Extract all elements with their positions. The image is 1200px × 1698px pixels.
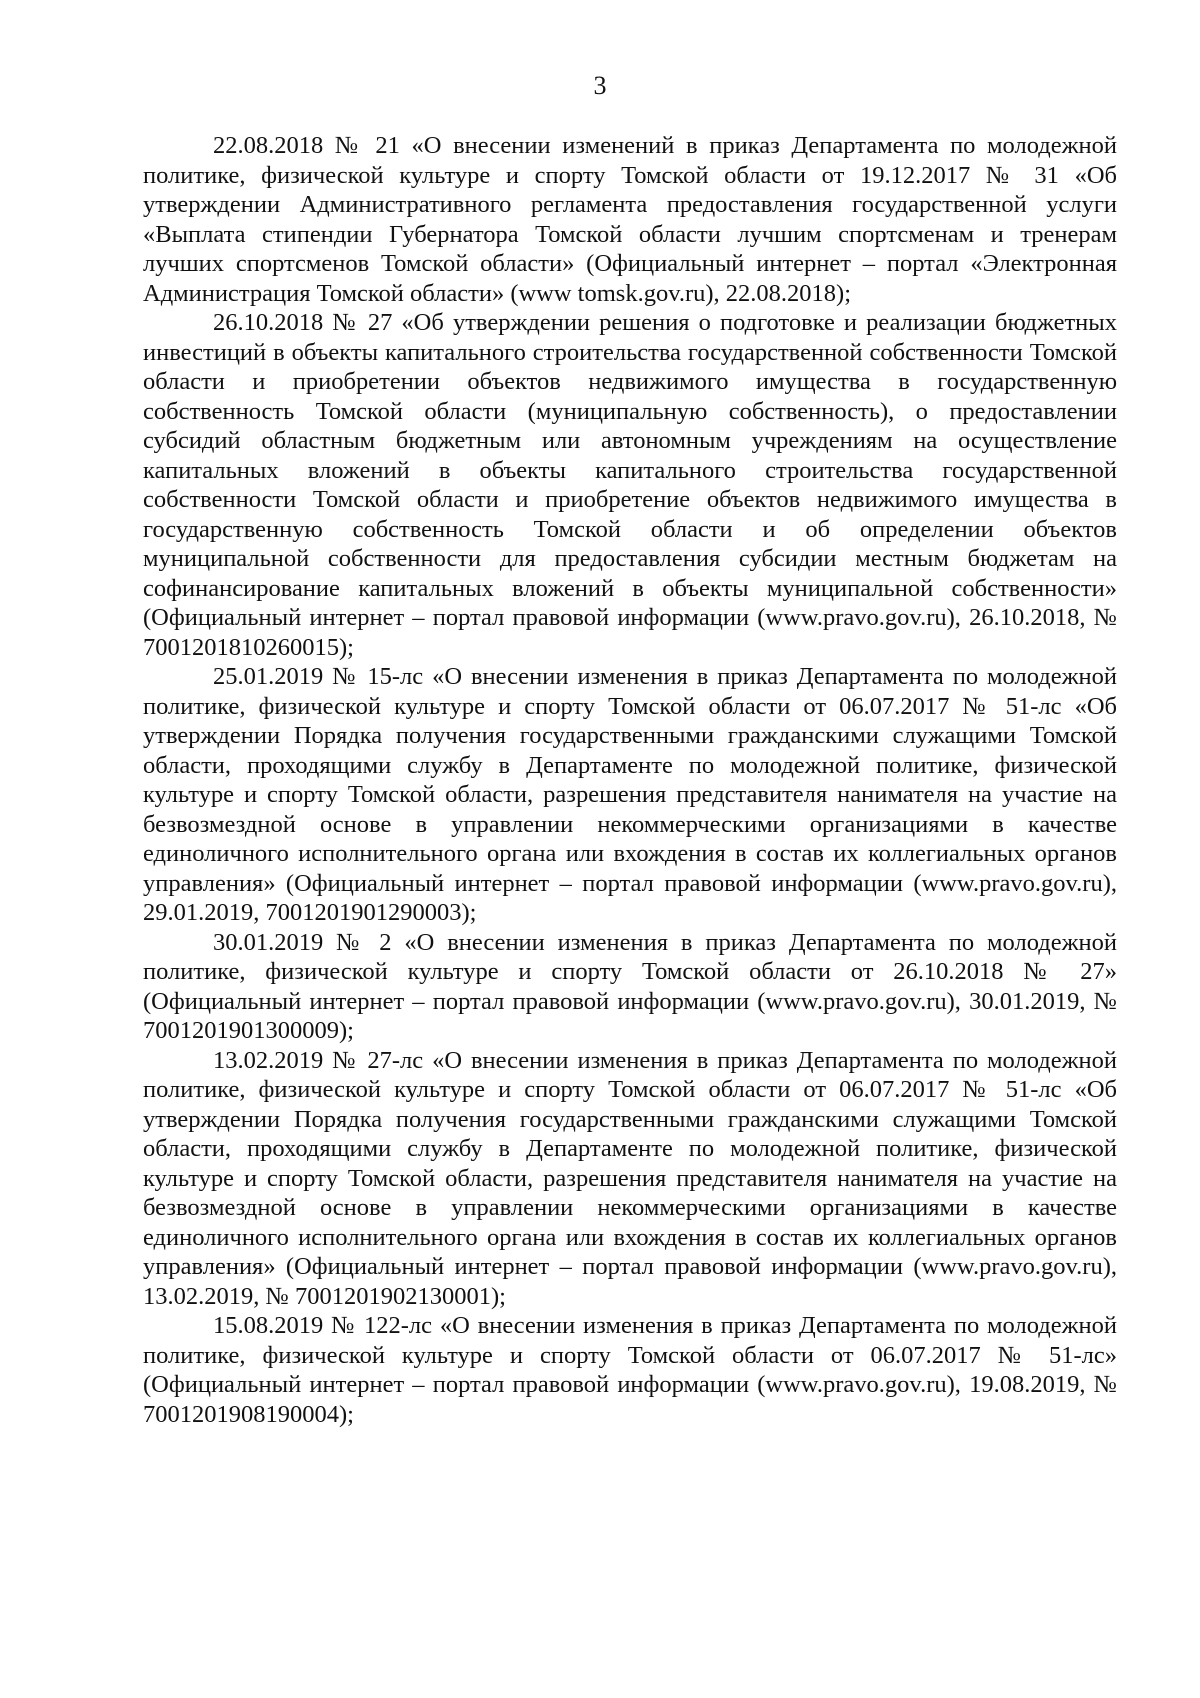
paragraph-order-26-10-2018: 26.10.2018 № 27 «Об утверждении решения о подготовке и реализации бюджетных инвестиций в объекты капитального строительства государственной собственности Томской области и приобретении объектов недвижимого имущества в государственную собственность Томской области (муниципальную собственность), о предоставлении субсидий областным бюджетным или автономным учреждениям на осуществление капитальных вложений в объекты капитального строительства государственной собственности Томской области и приобретение объектов недвижимого имущества в государственную собственность Томской области и об определении объектов муниципальной собственности для предоставления субсидии местным бюджетам на софинансирование капитальных вложений в объекты муниципальной собственности» (Официальный интернет – портал правовой информации (www.pravo.gov.ru), 26.10.2018, № 7001201810260015);: [143, 309, 1117, 661]
paragraph-order-22-08-2018: 22.08.2018 № 21 «О внесении изменений в приказ Департамента по молодежной политике, физической культуре и спорту Томской области от 19.12.2017 № 31 «Об утверждении Административного регламента предоставления государственной услуги «Выплата стипендии Губернатора Томской области лучшим спортсменам и тренерам лучших спортсменов Томской области» (Официальный интернет – портал «Электронная Администрация Томской области» (www tomsk.gov.ru), 22.08.2018);: [143, 132, 1117, 307]
paragraph-order-25-01-2019: 25.01.2019 № 15-лс «О внесении изменения в приказ Департамента по молодежной политике, физической культуре и спорту Томской области от 06.07.2017 № 51-лс «Об утверждении Порядка получения государственными гражданскими служащими Томской области, проходящими службу в Департаменте по молодежной политике, физической культуре и спорту Томской области, разрешения представителя нанимателя на участие на безвозмездной основе в управлении некоммерческими организациями в качестве единоличного исполнительного органа или вхождения в состав их коллегиальных органов управления» (Официальный интернет – портал правовой информации (www.pravo.gov.ru), 29.01.2019, 7001201901290003);: [143, 663, 1117, 926]
page-number: 3: [593, 71, 607, 100]
paragraph-order-13-02-2019: 13.02.2019 № 27-лс «О внесении изменения в приказ Департамента по молодежной политике, физической культуре и спорту Томской области от 06.07.2017 № 51-лс «Об утверждении Порядка получения государственными гражданскими служащими Томской области, проходящими службу в Департаменте по молодежной политике, физической культуре и спорту Томской области, разрешения представителя нанимателя на участие на безвозмездной основе в управлении некоммерческими организациями в качестве единоличного исполнительного органа или вхождения в состав их коллегиальных органов управления» (Официальный интернет – портал правовой информации (www.pravo.gov.ru), 13.02.2019, № 7001201902130001);: [143, 1046, 1117, 1310]
document-body: [143, 131, 1117, 1429]
paragraph-order-30-01-2019: 30.01.2019 № 2 «О внесении изменения в приказ Департамента по молодежной политике, физической культуре и спорту Томской области от 26.10.2018 № 27» (Официальный интернет – портал правовой информации (www.pravo.gov.ru), 30.01.2019, № 7001201901300009);: [143, 928, 1117, 1044]
paragraph-order-15-08-2019: 15.08.2019 № 122-лс «О внесении изменения в приказ Департамента по молодежной политике, физической культуре и спорту Томской области от 06.07.2017 № 51-лс» (Официальный интернет – портал правовой информации (www.pravo.gov.ru), 19.08.2019, № 7001201908190004);: [143, 1312, 1117, 1428]
